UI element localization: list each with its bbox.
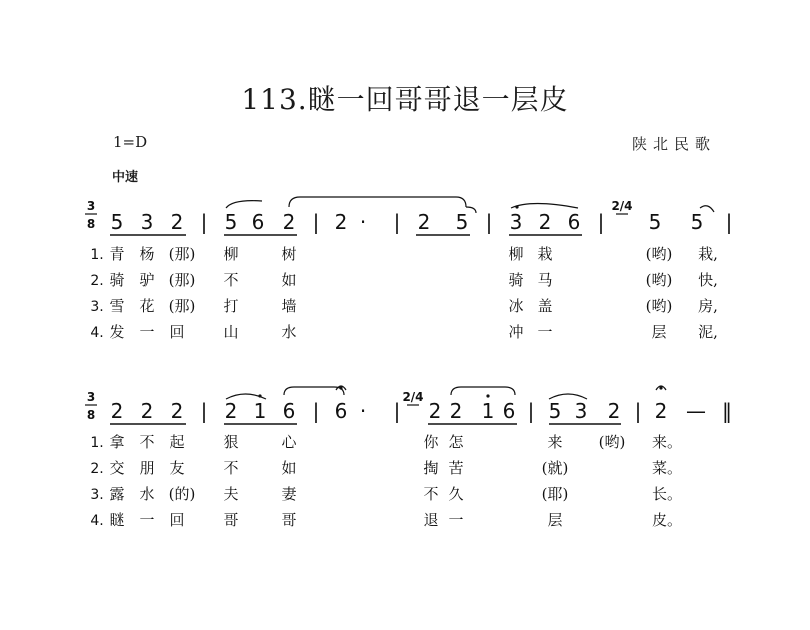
lyric-syllable: 不 xyxy=(139,433,155,451)
lyric-syllable: 水 xyxy=(281,323,297,341)
lyric-syllable: 驴 xyxy=(139,271,155,289)
dot: · xyxy=(359,210,367,234)
lyric-syllable: 来 xyxy=(547,433,563,451)
lyric-verse-3 xyxy=(90,297,718,315)
lyric-syllable: 泥, xyxy=(698,323,718,341)
lyric-syllable: 层 xyxy=(547,511,563,529)
time-sig-top: 3 xyxy=(86,199,96,213)
note: 2 xyxy=(170,210,184,234)
lyric-syllable: 露 xyxy=(109,485,125,503)
lyric-verse-2 xyxy=(90,459,682,477)
note: 6 xyxy=(251,210,265,234)
lyric-syllable: 哥 xyxy=(223,511,239,529)
note: 3 xyxy=(574,399,588,423)
note: 5 xyxy=(455,210,469,234)
lyric-syllable: 栽, xyxy=(698,245,718,263)
lyric-syllable: 夫 xyxy=(223,485,239,503)
note: 2 xyxy=(654,399,668,423)
time-sig-bottom: 8 xyxy=(86,217,96,231)
lyric-syllable: (耶) xyxy=(541,485,569,503)
lyric-syllable: 退 xyxy=(423,511,439,529)
time-signature xyxy=(85,390,97,422)
lyric-syllable: (的) xyxy=(168,485,196,503)
lyric-syllable: 你 xyxy=(423,433,439,451)
lyric-syllable: 狠 xyxy=(223,433,239,451)
note: 2 xyxy=(417,210,431,234)
note: 2 xyxy=(607,399,621,423)
barline: | xyxy=(200,210,208,234)
lyric-syllable: 柳 xyxy=(508,245,524,263)
lyric-syllable: (那) xyxy=(168,297,196,315)
note: 5 xyxy=(690,210,704,234)
note: 5 xyxy=(224,210,238,234)
verse-number: 4. xyxy=(90,513,104,529)
tempo-marking: 中速 xyxy=(112,170,139,185)
lyric-syllable: 冰 xyxy=(508,297,524,315)
lyric-syllable: 层 xyxy=(651,323,667,341)
verse-number: 4. xyxy=(90,325,104,341)
verse-number: 2. xyxy=(90,273,104,289)
verse-number: 1. xyxy=(90,435,104,451)
song-title: 113.瞇一回哥哥退一层皮 xyxy=(241,83,569,116)
lyric-syllable: 打 xyxy=(223,297,239,315)
lyric-syllable: 一 xyxy=(139,511,155,529)
lyric-syllable: 一 xyxy=(139,323,155,341)
barline: | xyxy=(527,399,535,423)
time-sig-bottom: 8 xyxy=(86,408,96,422)
dot: · xyxy=(359,399,367,423)
lyric-syllable: 不 xyxy=(223,459,239,477)
lyric-verse-1 xyxy=(90,245,718,263)
note: 2 xyxy=(334,210,348,234)
verse-number: 2. xyxy=(90,461,104,477)
lyric-syllable: 菜。 xyxy=(651,459,683,477)
lyric-syllable: 墙 xyxy=(281,297,297,315)
lyric-syllable: 怎 xyxy=(448,433,464,451)
lyric-syllable: 树 xyxy=(281,245,297,263)
lyric-syllable: 快, xyxy=(698,271,718,289)
lyric-syllable: 栽 xyxy=(537,245,553,263)
slurs xyxy=(226,197,714,213)
lyric-syllable: 苦 xyxy=(448,459,464,477)
lyric-syllable: 杨 xyxy=(139,245,155,263)
note: 2 xyxy=(110,399,124,423)
lyric-syllable: 如 xyxy=(281,459,297,477)
verse-number: 3. xyxy=(90,299,104,315)
time-sig-top: 3 xyxy=(86,390,96,404)
barline: | xyxy=(725,210,733,234)
lyric-verse-4 xyxy=(90,323,718,341)
lyric-syllable: 回 xyxy=(169,511,185,529)
lyric-syllable: 不 xyxy=(423,485,439,503)
verse-number: 1. xyxy=(90,247,104,263)
lyric-syllable: 发 xyxy=(109,323,125,341)
note: 3 xyxy=(140,210,154,234)
lyric-syllable: 青 xyxy=(109,245,125,263)
note: 1 xyxy=(481,399,495,423)
note: 6 xyxy=(502,399,516,423)
lyric-syllable: 交 xyxy=(109,459,125,477)
lyric-syllable: 瞇 xyxy=(109,511,125,529)
lyric-verse-1 xyxy=(90,433,682,451)
lyric-syllable: 骑 xyxy=(109,271,125,289)
lyric-syllable: 拿 xyxy=(109,433,125,451)
final-barline: ‖ xyxy=(722,399,732,423)
barline: | xyxy=(393,210,401,234)
lyric-syllable: 冲 xyxy=(508,323,524,341)
music-line-1 xyxy=(85,197,732,341)
note: 2 xyxy=(449,399,463,423)
lyric-syllable: (哟) xyxy=(645,297,673,315)
lyric-syllable: 房, xyxy=(698,297,718,315)
octave-dots xyxy=(515,205,518,208)
lyric-syllable: 皮。 xyxy=(651,511,683,529)
lyric-syllable: 不 xyxy=(223,271,239,289)
lyric-verse-3 xyxy=(90,485,682,503)
barline: | xyxy=(312,399,320,423)
note: 2 xyxy=(428,399,442,423)
lyric-syllable: 哥 xyxy=(281,511,297,529)
note: 6 xyxy=(567,210,581,234)
note: 2 xyxy=(140,399,154,423)
lyric-syllable: (哟) xyxy=(598,433,626,451)
lyric-syllable: 回 xyxy=(169,323,185,341)
note: 2 xyxy=(538,210,552,234)
note: 2 xyxy=(170,399,184,423)
note: 2 xyxy=(224,399,238,423)
lyric-syllable: 如 xyxy=(281,271,297,289)
lyric-syllable: 朋 xyxy=(139,459,155,477)
barline: | xyxy=(485,210,493,234)
lyric-syllable: 柳 xyxy=(223,245,239,263)
lyric-syllable: 久 xyxy=(448,485,464,503)
lyric-syllable: (哟) xyxy=(645,245,673,263)
lyric-verse-2 xyxy=(90,271,718,289)
lyric-syllable: 一 xyxy=(448,511,464,529)
time-signature xyxy=(611,199,632,213)
time-signature xyxy=(402,390,423,404)
note: 3 xyxy=(509,210,523,234)
note: 6 xyxy=(282,399,296,423)
lyric-syllable: 友 xyxy=(169,459,185,477)
note: 5 xyxy=(648,210,662,234)
note: 5 xyxy=(548,399,562,423)
lyric-verse-4 xyxy=(90,511,682,529)
note: 6 xyxy=(334,399,348,423)
barline: | xyxy=(312,210,320,234)
time-sig-change: 2/4 xyxy=(402,390,424,404)
lyric-syllable: 来。 xyxy=(651,433,683,451)
lyric-syllable: 一 xyxy=(537,323,553,341)
note: 2 xyxy=(282,210,296,234)
lyric-syllable: (哟) xyxy=(645,271,673,289)
lyric-syllable: (就) xyxy=(541,459,569,477)
lyric-syllable: 水 xyxy=(139,485,155,503)
lyric-syllable: 心 xyxy=(281,433,297,451)
verse-number: 3. xyxy=(90,487,104,503)
time-sig-change: 2/4 xyxy=(611,199,633,213)
dash: — xyxy=(686,399,706,423)
octave-dots xyxy=(258,394,489,397)
lyric-syllable: 骑 xyxy=(508,271,524,289)
barline: | xyxy=(597,210,605,234)
key-signature: 1=D xyxy=(113,133,148,151)
lyric-syllable: 掏 xyxy=(423,459,439,477)
barline: | xyxy=(634,399,642,423)
barline: | xyxy=(393,399,401,423)
barline: | xyxy=(200,399,208,423)
lyric-syllable: 长。 xyxy=(651,485,683,503)
time-signature xyxy=(85,199,97,231)
note: 5 xyxy=(110,210,124,234)
lyric-syllable: 妻 xyxy=(281,485,297,503)
lyric-syllable: 花 xyxy=(139,297,155,315)
lyric-syllable: (那) xyxy=(168,271,196,289)
note: 1 xyxy=(253,399,267,423)
music-line-2 xyxy=(85,386,732,529)
lyric-syllable: 山 xyxy=(223,323,239,341)
lyric-syllable: 盖 xyxy=(537,297,553,315)
song-origin: 陕北民歌 xyxy=(632,135,717,153)
lyric-syllable: 起 xyxy=(169,433,185,451)
lyric-syllable: (那) xyxy=(168,245,196,263)
lyric-syllable: 马 xyxy=(537,271,553,289)
lyric-syllable: 雪 xyxy=(109,297,125,315)
